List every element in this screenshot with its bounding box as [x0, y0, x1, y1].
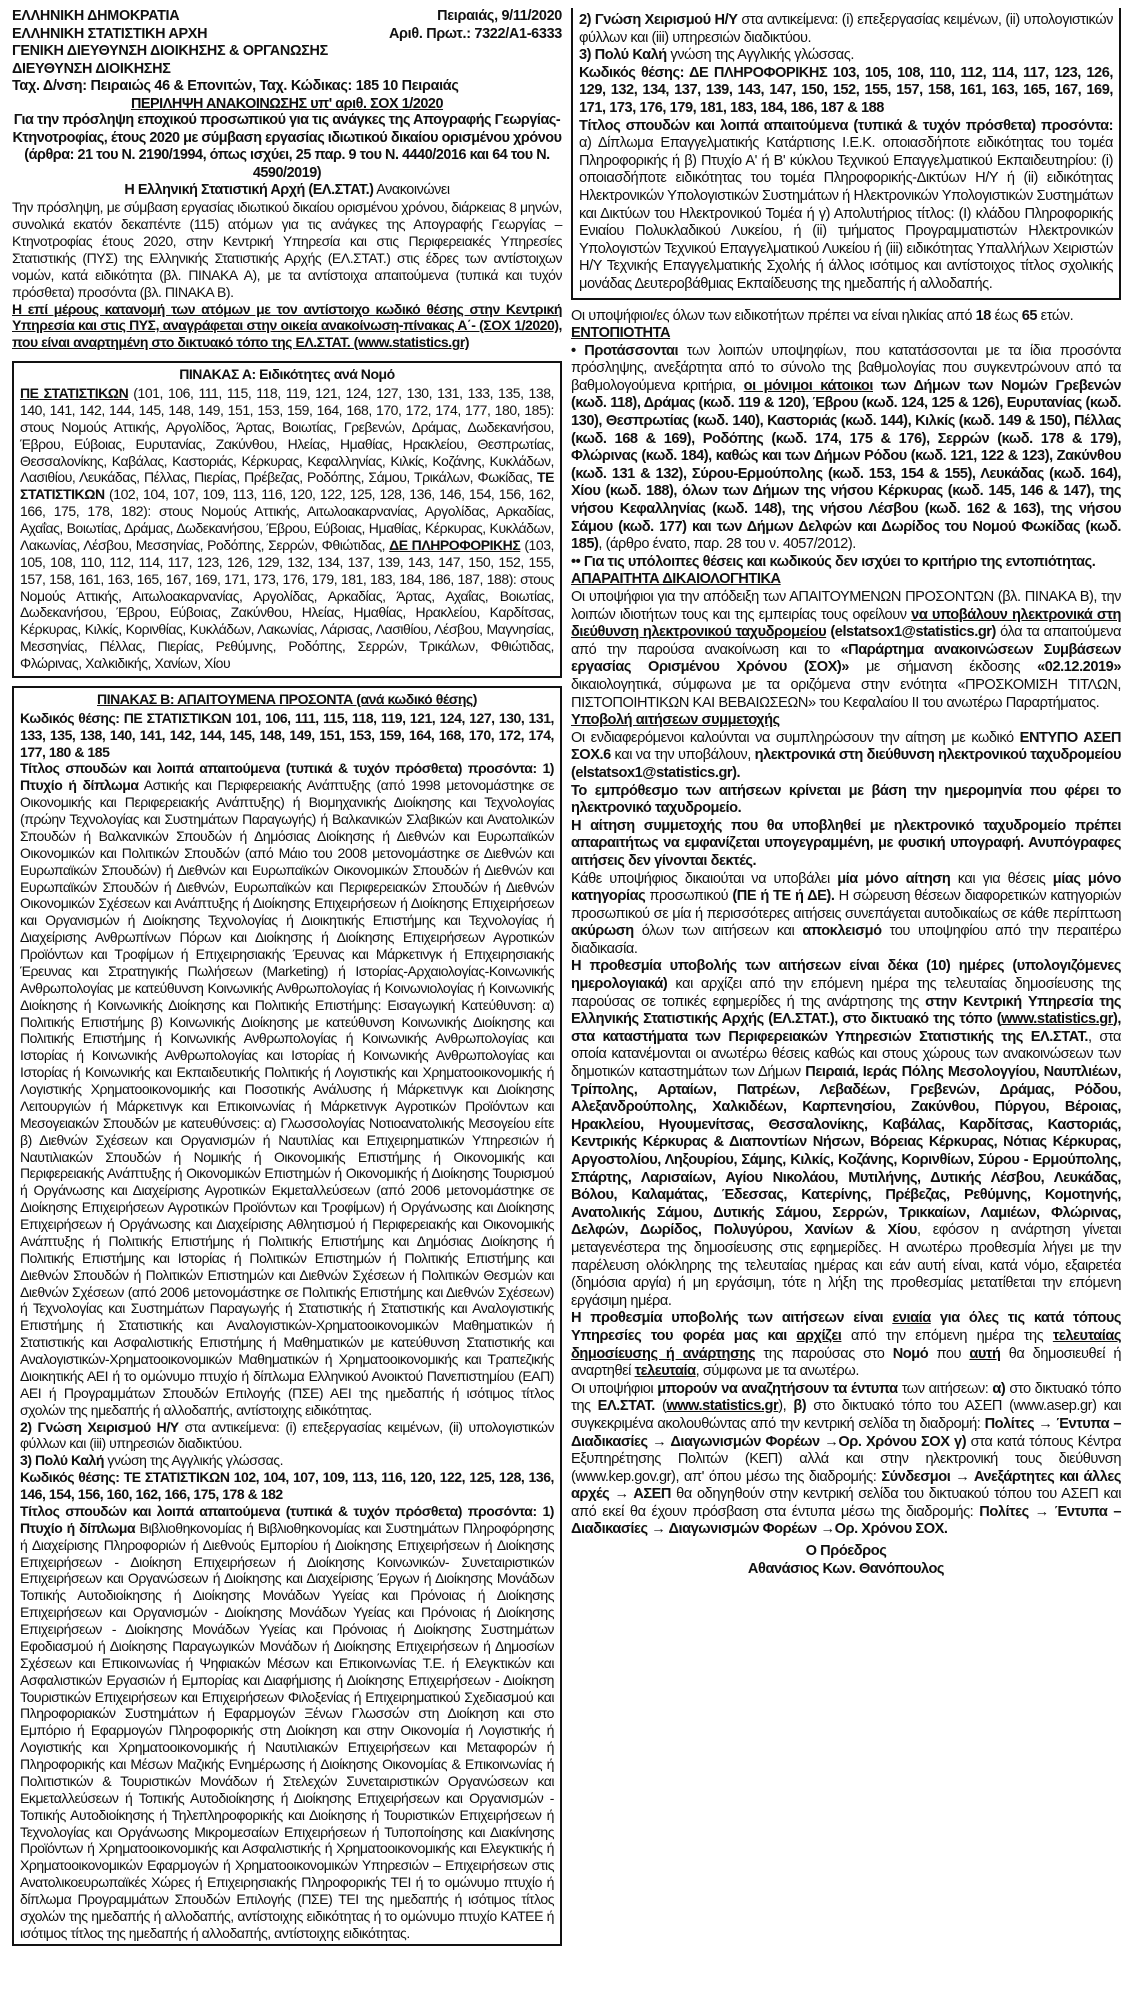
application-form-paragraph: [571, 730, 1121, 783]
app-p6-a: Η προθεσμία υποβολής των αιτήσεων είναι: [571, 1310, 893, 1327]
app-p6-g: της παρούσας στο: [755, 1345, 893, 1362]
app-p7-o: θα οδηγηθούν στην κεντρική σελίδα του δικτυακού τόπου του ΑΣΕΠ και από εκεί θα έχουν πρόσβαση στα έντυπα μέσω της διαδρομής:: [571, 1486, 1122, 1520]
app-p5-g: Πειραιά, Ιεράς Πόλης Μεσολογγίου, Ναυπλιέων, Τρίπολης, Αρταίων, Πατρέων, Λεβαδέων, Γρεβενών, Δράμας, Ρόδου, Αλεξανδρούπολης, Χαλκιδέων, Καρπενησίου, Ζακύνθου, Πύργου, Βέροιας, Ηρακλείου, Ηγουμενίτσας, Θεσσαλονίκης, Καβάλας, Καρδίτσας, Καστοριάς, Κεντρικής Κέρκυρας & Διαποντίων Νήσων, Βόρειας Κέρκυρας, Νότιας Κέρκυρας, Αργοστολίου, Ληξουρίου, Σάμης, Κιλκίς, Κοζάνης, Κορινθίων, Σύρου - Ερμούπολης, Σπάρτης, Λαρισαίων, Αγίου Νικολάου, Μυτιλήνης, Δυτικής Λέσβου, Λευκάδας, Βόλου, Καλαμάτας, Έδεσσας, Κατερίνης, Πρέβεζας, Ρεθύμνης, Κομοτηνής, Ανατολικής Σάμου, Δυτικής Σάμου, Σερρών, Τρικκαίων, Λαμιέων, Φλώρινας, Δελφών, Δωρίδος, Πολυγύρου, Χανίων & Χίου: [571, 1064, 1122, 1239]
app-p7-d: α): [992, 1380, 1006, 1397]
app-p6-d: αρχίζει: [796, 1327, 842, 1344]
code-pe-heading: Κωδικός θέσης: ΠΕ ΣΤΑΤΙΣΤΙΚΩΝ 101, 106, 111, 115, 118, 119, 121, 124, 127, 130, 131, 133, 135, 138, 140, 141, 142, 144, 145, 148, 149, 151, 153, 159, 164, 168, 170, 172, 174, 177, 180 & 185: [20, 709, 554, 760]
english-te: [579, 47, 1113, 65]
app-p7-n: Σύνδεσμοι → Ανεξάρτητες και άλλες αρχές → ΑΣΕΠ: [571, 1468, 1121, 1503]
te-statistics-label: ΤΕ ΣΤΑΤΙΣΤΙΚΩΝ: [20, 469, 554, 503]
pc-skills-te: [579, 12, 1113, 47]
authority-verb: Ανακοινώνει: [373, 182, 450, 199]
age-requirement: [571, 308, 1121, 326]
locality-law: , (άρθρο ένατο, παρ. 28 του ν. 4057/2012).: [598, 536, 856, 553]
code-te-heading: Κωδικός θέσης: ΤΕ ΣΤΑΤΙΣΤΙΚΩΝ 102, 104, 107, 109, 113, 116, 120, 122, 125, 128, 136, 146, 154, 156, 160, 162, 166, 175, 178 & 182: [20, 1469, 554, 1502]
intro-paragraph: Την πρόσληψη, με σύμβαση εργασίας ιδιωτικού δικαίου ορισμένου χρόνου, διάρκειας 8 μηνών, συνολικά εκατόν δεκαπέντε (115) ατόμων για τις ανάγκες της Απογραφής Γεωργίας – Κτηνοτροφίας έτους 2020, στην Κεντρική Υπηρεσία και στις Περιφερειακές Υπηρεσίες Στατιστικής (ΠΥΣ) της Ελληνικής Στατιστικής Αρχής (ΕΛ.ΣΤΑΤ.) στις έδρες των αντίστοιχων νομών, κατά ειδικότητα (βλ. ΠΙΝΑΚΑ Α), με τα αντίστοιχα απαιτούμενα (τυπικά και τυχόν πρόσθετα) προσόντα (βλ. ΠΙΝΑΚΑ Β).: [12, 199, 562, 300]
application-single-rule: [571, 871, 1121, 959]
pc-skills-te-label: 2) Γνώση Χειρισμού Η/Υ: [579, 12, 738, 28]
header-row-2: [12, 26, 562, 44]
qualifications-pe-text: Αστικής και Περιφερειακής Ανάπτυξης (από 1998 μετονομάστηκε σε Οικονομικής και Περιφερειακής Ανάπτυξης) ή Βιομηχανικής Διοίκησης και Τεχνολογίας (πρώην Τεχνολογίας και Συστημάτων Παραγωγής) ή Βαλκανικών Σλαβικών και Ανατολικών Σπουδών ή Βαλκανικών Σπουδών ή Δημόσιας Διοίκησης ή Διεθνών και Ευρωπαϊκών Οικονομικών και Πολιτικών Σπουδών (από Μάιο του 2008 μετονομάστηκε σε Διεθνών και Ευρωπαϊκών Σπουδών) ή Διεθνών και Ευρωπαϊκών Οικονομικών Σπουδών ή Διεθνών και Ευρωπαϊκών Σπουδών ή Διεθνών, Ευρωπαϊκών και Περιφερειακών Σπουδών ή Διεθνών Οικονομικών Σχέσεων και Ανάπτυξης ή Διοίκησης Επιχειρήσεων ή Διοίκησης Επιχειρήσεων και Οργανισμών ή Διοίκησης Τεχνολογίας ή Διοικητικής Επιστήμης και Τεχνολογίας ή Διαχείρισης Ανθρωπίνων Πόρων και Διοίκησης ή Διοίκησης Επιχειρήσεων Αγροτικών Προϊόντων και Τροφίμων ή Επιχειρησιακής Έρευνας και Μάρκετινγκ ή Επιχειρησιακής Έρευνας και Στρατηγικής Πωλήσεων (Marketing) ή Ιστορίας-Αρχαιολογίας-Κοινωνικής Ανθρωπολογίας με κατεύθυνση Κοινωνικής Ανθρωπολογίας ή Κοινωνιολογίας ή Κοινωνικής Διοίκησης ή Κοινωνικής Διοίκησης και Πολιτικής Επιστήμης: Εισαγωγική Κατεύθυνση: α) Πολιτικής Επιστήμης β) Κοινωνικής Διοίκησης με κατεύθυνση Κοινωνικής Διοίκησης και Πολιτικής Επιστήμης ή Κοινωνικής Ανθρωπολογίας ή Κοινωνικής Ανθρωπολογίας και Ιστορίας ή Κοινωνικής Ανθρωπολογίας και Ιστορίας ή Κοινωνικής Ανθρωπολογίας και Ιστορίας ή Κοινωνικής και Εκπαιδευτικής Πολιτικής ή Λογιστικής και Χρηματοοικονομικής ή Λογιστικής Χρηματοοικονομικής και Ποσοτικής Ανάλυσης ή Μάρκετινγκ και Διοίκησης Λειτουργιών ή Μάρκετινγκ και Επικοινωνίας ή Μάρκετινγκ Αγροτικών Προϊόντων και Μεσογειακών Σπουδών με κατευθύνσεις: α) Γλωσσολογίας Νοτιοανατολικής Μεσογείου είτε β) Διεθνών Σχέσεων και Οργανισμών ή Ναυτιλίας και Επιχειρηματικών Υπηρεσιών ή Ναυτιλιακών Σπουδών ή Νομικής ή Οικονομικής Επιστήμης ή Οικονομικής και Περιφερειακής Ανάπτυξης ή Οικονομικών Επιστημών ή Οικονομικής ή Διοίκησης Τουρισμού ή Οργάνωσης και Διαχείρισης Αγροτικών Εκμεταλλεύσεων (από 2006 μετονομάστηκε σε Διοίκησης Επιχειρήσεων Αγροτικών Προϊόντων και Τροφίμων) ή Οργάνωσης και Διοίκησης Επιχειρήσεων ή Οργάνωσης και Διαχείρισης Αθλητισμού ή Περιφερειακής και Οικονομικής Ανάπτυξης ή Πολιτικής Επιστήμης ή Πολιτικής Επιστήμης και Δημόσιας Διοίκησης ή Πολιτικής Επιστήμης και Ιστορίας ή Πολιτικών Επιστημών ή Πολιτικής Επιστήμης και Διεθνών Σπουδών ή Πολιτικών Επιστημών και Διεθνών Σχέσεων ή Πολιτικών Θεσμών και Διεθνών Σχέσεων (από 2006 μετονομάστηκε σε Πολιτικής Επιστήμης και Διεθνών Σχέσεων) ή Τεχνολογίας και Συστημάτων Παραγωγής ή Στατιστικής ή Στατιστικής και Αναλογιστικής Επιστήμης ή Στατιστικής και Αναλογιστικών-Χρηματοοικονομικών Μαθηματικών ή Στατιστικής και Ασφαλιστικής Επιστήμης ή Μαθηματικών με κατεύθυνση Στατιστικής και Αναλογιστικών-Χρηματοοικονομικών Μαθηματικών ή Χρηματοοικονομικής και Τραπεζικής Διοικητικής ΑΕΙ ή το ομώνυμο πτυχίο ή δίπλωμα Ελληνικού Ανοικτού Πανεπιστημίου (ΕΑΠ) ΑΕΙ ή Προγραμμάτων Σπουδών Επιλογής (ΠΣΕ) ΑΕΙ της ημεδαπής ή ισότιμος τίτλος σχολών της ημεδαπής ή αλλοδαπής, αντίστοιχης ειδικότητας.: [20, 777, 554, 1418]
app-p6-b: ενιαία: [892, 1310, 931, 1327]
app-p6-k: θα δημοσιευθεί ή αναρτηθεί: [571, 1345, 1121, 1380]
english-pe: [20, 1452, 554, 1469]
app-p7-e: στο δικτυακό τόπο της: [571, 1380, 1121, 1415]
locality-heading: ΕΝΤΟΠΙΟΤΗΤΑ: [571, 325, 671, 342]
app-p1-c: και να την υποβάλουν,: [610, 747, 755, 764]
qualifications-te-head: Τίτλος σπουδών και λοιπά απαιτούμενα (τυπικά & τυχόν πρόσθετα) προσόντα: 1) Πτυχίο ή δίπλωμα: [20, 1502, 554, 1536]
pc-skills-pe-label: 2) Γνώση Χειρισμού Η/Υ: [20, 1418, 179, 1435]
app-p6-c: για όλες τις κατά τόπους Υπηρεσίες του φορέα μας και: [571, 1310, 1121, 1344]
locality-municipalities: των Δήμων των Νομών Γρεβενών (κωδ. 118), Δράμας (κωδ. 119 & 120), Έβρου (κωδ. 124, 125 & 126), Ευρυτανίας (κωδ. 130), Θεσπρωτίας (κωδ. 140), Καστοριάς (κωδ. 144), Κιλκίς (κωδ. 149 & 150), Πέλλας (κωδ. 168 & 169), Ροδόπης (κωδ. 174, 175 & 176), Σερρών (κωδ. 178 & 179), Φλώρινας (κωδ. 184), καθώς και των Δήμων Ρόδου (κωδ. 121, 122 & 123), Ζακύνθου (κωδ. 131 & 132), Σύρου-Ερμούπολης (κωδ. 153, 154 & 155), Λευκάδας (κωδ. 164), Χίου (κωδ. 188), όλων των Δήμων της νήσου Κέρκυρας (κωδ. 145, 146 & 147), της νήσου Κεφαλληνίας (κωδ. 148), της νήσου Λέσβου (κωδ. 162 & 163), της νήσου Σάμου (κωδ. 177) και των Δήμων Δελφών και Δωρίδος του Νομού Φωκίδας (κωδ. 185): [571, 377, 1121, 553]
documents-annex-date: «02.12.2019»: [1037, 659, 1122, 676]
app-p5-h: , εφόσον η ανάρτηση γίνεται μεταγενέστερα της δημοσίευσης στις εφημερίδες. Η ανωτέρω προθεσμία λήγει με την παρέλευση ολόκληρης της τελευταίας ημέρας και εάν αυτή είναι, κατά νόμο, εξαιρετέα (δημόσια αργία) ή μη εργάσιμη, τότε η λήξη της προθεσμίας μετατίθεται την επόμενη εργάσιμη ημέρα.: [571, 1222, 1121, 1309]
english-pe-text: γνώση της Αγγλικής γλώσσας.: [103, 1452, 284, 1469]
documents-email: (elstatsox1@statistics.gr): [826, 624, 996, 641]
pc-skills-te-text: στα αντικείμενα: (i) επεξεργασίας κειμένων, (ii) υπολογιστικών φύλλων και (iii) υπηρεσιών διαδικτύου.: [579, 12, 1113, 46]
app-p6-h: Νομό: [892, 1345, 929, 1362]
english-te-label: 3) Πολύ Καλή: [579, 47, 667, 64]
code-de-heading: Κωδικός θέσης: ΔΕ ΠΛΗΡΟΦΟΡΙΚΗΣ 103, 105, 108, 110, 112, 114, 117, 123, 126, 129, 132, 134, 137, 139, 143, 147, 150, 152, 155, 157, 158, 161, 163, 165, 167, 169, 171, 173, 176, 179, 181, 183, 184, 186, 187 & 188: [579, 64, 1113, 116]
org-authority: ΕΛΛΗΝΙΚΗ ΣΤΑΤΙΣΤΙΚΗ ΑΡΧΗ: [12, 25, 208, 42]
age-to: 65: [1021, 307, 1038, 324]
app-p5-f: , στα οποία κατανέμονται οι ανωτέρω θέσεις καθώς και στους χώρους των ανακοινώσεων των δημοτικών καταστημάτων των Δήμων: [571, 1028, 1122, 1081]
distribution-note: Η επί μέρους κατανομή των ατόμων με τον αντίστοιχο κωδικό θέσης στην Κεντρική Υπηρεσία και στις ΠΥΣ, αναγράφεται στην οικεία ανακοίνωση-πίνακας Α΄- (ΣΟΧ 1/2020), που είναι αναρτημένη στο δικτυακό τόπο της ΕΛ.ΣΤΑΤ. (www.statistics.gr): [12, 300, 562, 351]
documents-c: όλα τα απαιτούμενα από την παρούσα ανακοίνωση και το: [571, 624, 1121, 658]
signature-name: Αθανάσιος Κων. Θανόπουλος: [747, 1560, 945, 1577]
org-address: Ταχ. Δ/νση: Πειραιώς 46 & Επονιτών, Ταχ. Κώδικας: 185 10 Πειραιάς: [12, 78, 459, 94]
signature-block: [571, 1543, 1121, 1578]
app-p7-f: ΕΛ.ΣΤΑΤ.: [597, 1398, 655, 1415]
place-date: Πειραιάς, 9/11/2020: [437, 8, 562, 24]
qualifications-te-text: Βιβλιοθηκονομίας ή Βιβλιοθηκονομίας και Συστημάτων Πληροφόρησης ή Διαχείρισης Πληροφοριών ή Διεθνούς Εμπορίου ή Διοίκησης Επιχειρήσεων ή Διοίκησης Επιχειρήσεων - Διοίκηση Επιχειρήσεων ή Διοίκησης Κοινωνικών- Συνεταιριστικών Επιχειρήσεων και Οργανώσεων ή Διοίκησης και Διαχείρισης Έργων ή Διοίκησης Μονάδων Τοπικής Αυτοδιοίκησης ή Διοίκησης Μονάδων Υγείας και Πρόνοιας ή Διοίκησης Επιχειρήσεων και Οργανισμών - Διοίκησης Μονάδων Υγείας και Πρόνοιας ή Διοίκησης Επιχειρήσεων - Διοίκησης Μονάδων Υγείας και Πρόνοιας ή Διοίκησης Συστημάτων Εφοδιασμού ή Διοίκησης Παραγωγικών Μονάδων ή Διοίκησης Επιχειρήσεων ή Δημοσίων Σχέσεων και Επικοινωνίας ή Ψηφιακών Μέσων και Επικοινωνίας Τ.Ε. ή Ελεγκτικών και Ασφαλιστικών Εργασιών ή Εμπορίας και Διαφήμισης ή Διοίκησης Επιχειρήσεων - Διοίκηση Τουριστικών Επιχειρήσεων και Επιχειρήσεων Φιλοξενίας ή Επιχειρηματικού Σχεδιασμού και Πληροφοριακών Συστημάτων ή Εφαρμογών Ξένων Γλωσσών στη Διοίκηση και στο Εμπόριο ή Εφαρμογών Πληροφορικής στη Διοίκηση και στην Οικονομία ή Λογιστικής ή Λογιστικής και Χρηματοοικονομικής ή Ναυτιλιακών Επιχειρήσεων και Μεταφορών ή Πληροφορικής και Μέσων Μαζικής Ενημέρωσης ή Διοίκησης Οικονομίας & Επικοινωνίας ή Πολιτιστικών & Τουριστικών Μονάδων ή Στελεχών Συνεταιριστικών Οργανώσεων και Εκμεταλλεύσεων ή Τοπικής Αυτοδιοίκησης ή Διοίκησης Επιχειρήσεων και Οργανισμών - Τοπικής Αυτοδιοίκησης ή Τηλεπληροφορικής και Διοίκησης ή Τουριστικών Επιχειρήσεων ή Τεχνολογίας και Οργάνωσης Μικρομεσαίων Επιχειρήσεων ή Τυποποίησης και Διακίνησης Προϊόντων ή Χρηματοοικονομικής και Ασφαλιστικής ή Χρηματοοικονομικής και Ελεγκτικής ή Χρηματοοικονομικών Εφαρμογών ή Χρηματοοικονομικών Υπηρεσιών – Επιχειρήσεων στις Ανατολικοευρωπαϊκές Χώρες ή Επιχειρησιακής Πληροφορικής ΤΕΙ ή το ομώνυμο πτυχίο ή δίπλωμα Προγραμμάτων Σπουδών Επιλογής (ΠΣΕ) ΤΕΙ της ημεδαπής ή ισότιμος τίτλος σχολών της ημεδαπής ή αλλοδαπής, αντίστοιχης ειδικότητας ή το ομώνυμο πτυχίο ΚΑΤΕΕ ή ισότιμος τίτλος της ημεδαπής ή αλλοδαπής, αντίστοιχης ειδικότητας.: [20, 1519, 554, 1941]
app-p7-m: στα κατά τόπους Κέντρα Εξυπηρέτησης Πολιτών (ΚΕΠ) αλλά και στην ηλεκτρονική τους διεύθυνση (www.kep.gov.gr), απ' όπου μέσω της διαδρομής:: [571, 1433, 1121, 1485]
app-p6-l: τελευταία: [634, 1363, 696, 1380]
authority-line: [12, 182, 562, 199]
table-b-title: ΠΙΝΑΚΑΣ Β: ΑΠΑΙΤΟΥΜΕΝΑ ΠΡΟΣΟΝΤΑ (ανά κωδικό θέσης): [97, 690, 477, 707]
app-p7-h: www.statistics.gr: [666, 1398, 779, 1415]
documents-heading: ΑΠΑΡΑΙΤΗΤΑ ΔΙΚΑΙΟΛΟΓΗΤΙΚΑ: [571, 571, 781, 588]
org-directorate: ΔΙΕΥΘΥΝΣΗ ΔΙΟΙΚΗΣΗΣ: [12, 60, 171, 77]
protocol-number: Αριθ. Πρωτ.: 7322/Α1-6333: [388, 25, 562, 42]
qualifications-de: [579, 118, 1113, 294]
app-p4-d: μίας μόνο κατηγορίας: [571, 870, 1121, 905]
app-email: ηλεκτρονικά στη διεύθυνση ηλεκτρονικού ταχυδρομείου (elstatsox1@statistics.gr).: [571, 747, 1121, 781]
application-timeliness: Το εμπρόθεσμο των αιτήσεων κρίνεται με βάση την ημερομηνία που φέρει το ηλεκτρονικό ταχυδρομείο.: [571, 782, 1121, 817]
announcement-subtitle: Για την πρόσληψη εποχικού προσωπικού για τις ανάγκες της Απογραφής Γεωργίας-Κτηνοτροφίας, έτους 2020 με σύμβαση εργασίας ιδιωτικού δικαίου ορισμένου χρόνου (άρθρα: 21 του Ν. 2190/1994, όπως ισχύει, 25 παρ. 9 του Ν. 4440/2016 και 64 του Ν. 4590/2019): [12, 112, 562, 181]
app-p4-i: όλων των αιτήσεων και: [633, 923, 803, 940]
age-mid: έως: [990, 307, 1022, 324]
application-uniform-deadline: [571, 1310, 1121, 1380]
app-p5-e: ), στα καταστήματα των Περιφερειακών Υπηρεσιών Στατιστικής της ΕΛ.ΣΤΑΤ.: [571, 1011, 1121, 1045]
app-p6-e: από την επόμενη ημέρα της: [841, 1327, 1053, 1344]
table-a-box: [12, 361, 562, 678]
locality-exception: •• Για τις υπόλοιπες θέσεις και κωδικούς δεν ισχύει το κριτήριο της εντοπιότητας.: [571, 553, 1096, 570]
english-pe-label: 3) Πολύ Καλή: [20, 1452, 104, 1469]
app-p5-b: και αρχίζει από την επόμενη ημέρα της τελευταίας δημοσίευσης της παρούσας σε τοπικές εφημερίδες ή της ανάρτησης της: [571, 976, 1121, 1010]
locality-bullet: • Προτάσσονται: [571, 342, 679, 359]
english-te-text: γνώση της Αγγλικής γλώσσας.: [666, 47, 854, 64]
document-header: [12, 8, 562, 96]
te-statistics-text: (102, 104, 107, 109, 113, 116, 120, 122, 125, 128, 136, 146, 154, 156, 162, 166, 175, 178, 182): στους Νομούς Αττικής, Αιτωλοακαρνανίας, Αργολίδας, Αρκαδίας, Αχαΐας, Βοιωτίας, Δράμας, Δωδεκανήσου, Έβρου, Εύβοιας, Ημαθίας, Κέρκυρας, Κυκλάδων, Λακωνίας, Λέσβου, Μεσσηνίας, Ροδόπης, Σερρών, Φθιώτιδας,: [20, 486, 554, 553]
pe-statistics-text: (101, 106, 111, 115, 118, 119, 121, 124, 127, 130, 131, 133, 135, 138, 140, 141, 142, 144, 145, 148, 149, 151, 153, 159, 164, 168, 170, 172, 174, 177, 180, 185): στους Νομούς Αττικής, Αργολίδος, Άρτας, Βοιωτίας, Γρεβενών, Δράμας, Δωδεκανήσου, Έβρου, Εύβοιας, Ευρυτανίας, Ζακύνθου, Ηλείας, Ημαθίας, Ηρακλείου, Θεσπρωτίας, Θεσσαλονίκης, Καβάλας, Καστοριάς, Κέρκυρας, Κεφαλληνίας, Κιλκίς, Κοζάνης, Κυκλάδων, Λασιθίου, Λευκάδας, Πέλλας, Πιερίας, Πρέβεζας, Ροδόπης, Σάμου, Τρικάλων, Φωκίδας,: [20, 385, 554, 486]
app-p7-a: Οι υποψήφιοι: [571, 1380, 658, 1397]
qualifications-de-text: α) Δίπλωμα Επαγγελματικής Κατάρτισης Ι.Ε.Κ. οποιασδήποτε ειδικότητας του τομέα Πληροφορικής ή β) Πτυχίο Α' ή Β' κύκλου Τεχνικού Επαγγελματικού Εκπαιδευτηρίου: (i) οποιασδήποτε ειδικότητας του τομέα Πληροφορικής-Δικτύων Η/Υ ή (ii) ειδικότητας Ηλεκτρονικών Υπολογιστικών Συστημάτων ή Ηλεκτρονικών Υπολογιστικών Συστημάτων και Δικτύων του Ηλεκτρονικού Τομέα ή γ) Απολυτήριος τίτλος: (Ι) κλάδου Πληροφορικής Ενιαίου Πολυκλαδικού Λυκείου, ή (ii) τμήματος Προγραμματιστών Ηλεκτρονικών Υπολογιστών Τεχνικού Επαγγελματικού Λυκείου ή (iii) ειδικότητας Υπαλλήλων Χειριστών Η/Υ Τεχνικής Επαγγελματικής Σχολής ή άλλος ισότιμος και αντίστοιχος τίτλος σχολικής μονάδας Δευτεροβάθμιας Εκπαίδευσης της ημεδαπής ή αλλοδαπής.: [579, 135, 1113, 292]
app-p4-k: του υποψηφίου από την περαιτέρω διαδικασία.: [571, 923, 1122, 957]
application-deadline: [571, 958, 1121, 1310]
qualifications-te: [20, 1503, 554, 1942]
org-general-directorate: ΓΕΝΙΚΗ ΔΙΕΥΘΥΝΣΗ ΔΙΟΙΚΗΣΗΣ & ΟΡΓΑΝΩΣΗΣ: [12, 43, 328, 59]
app-p7-c: των αιτήσεων:: [897, 1380, 993, 1397]
app-p7-k: στο δικτυακό τόπο του ΑΣΕΠ (www.asep.gr) και συγκεκριμένα ακολουθώντας από την κεντρική σελίδα τη διαδρομή:: [571, 1398, 1122, 1432]
table-b-continued: [571, 8, 1121, 300]
app-p6-i: που: [928, 1345, 970, 1362]
pe-statistics-label: ΠΕ ΣΤΑΤΙΣΤΙΚΩΝ: [20, 385, 129, 401]
app-p4-b: μία μόνο αίτηση: [837, 870, 951, 887]
app-p4-g: Η σώρευση θέσεων διαφορετικών κατηγοριών προσωπικού σε μία ή περισσότερες αιτήσεις συνεπάγεται αυτοδικαίως σε κάθε περίπτωση: [571, 888, 1121, 922]
age-from: 18: [975, 307, 991, 324]
de-informatics-label: ΔΕ ΠΛΗΡΟΦΟΡΙΚΗΣ: [389, 536, 521, 553]
app-p4-h: ακύρωση: [571, 923, 634, 940]
app-p6-m: , σύμφωνα με τα ανωτέρω.: [695, 1363, 859, 1380]
app-p4-c: και για θέσεις: [950, 870, 1053, 887]
app-p7-j: β): [793, 1398, 807, 1415]
documents-g: δικαιολογητικά, σύμφωνα με τα οριζόμενα στην ενότητα «ΠΡΟΣΚΟΜΙΣΗ ΤΙΤΛΩΝ, ΠΙΣΤΟΠΟΙΗΤΙΚΩΝ ΚΑΙ ΒΕΒΑΙΩΣΕΩΝ» του Κεφαλαίου ΙΙ του ανωτέρω Παραρτήματος.: [571, 676, 1121, 711]
qualifications-pe-head: Τίτλος σπουδών και λοιπά απαιτούμενα (τυπικά & τυχόν πρόσθετα) προσόντα: 1) Πτυχίο ή δίπλωμα: [20, 760, 554, 794]
app-p7-p: Πολίτες → Έντυπα – Διαδικασίες → Διαγωνισμών Φορέων →Ορ. Χρόνου ΣΟΧ.: [571, 1503, 1121, 1538]
app-p6-f: τελευταίας δημοσίευσης ή ανάρτησης: [571, 1327, 1122, 1362]
app-p4-f: (ΠΕ ή ΤΕ ή ΔΕ).: [732, 888, 835, 905]
documents-email-instruction: να υποβάλουν ηλεκτρονικά στη διεύθυνση ηλεκτρονικού ταχυδρομείου: [571, 606, 1121, 641]
locality-paragraph: [571, 343, 1121, 554]
app-p7-g: (: [654, 1398, 667, 1415]
header-row-1: [12, 8, 562, 26]
announcement-title: ΠΕΡΙΛΗΨΗ ΑΝΑΚΟΙΝΩΣΗΣ υπ' αριθ. ΣΟΧ 1/2020: [130, 95, 444, 112]
app-p5-a: Η προθεσμία υποβολής των αιτήσεων είναι δέκα (10) ημέρες (υπολογιζόμενες ημερολογιακά): [571, 958, 1121, 993]
app-p5-d: www.statistics.gr: [1001, 1011, 1113, 1028]
qualifications-pe: [20, 760, 554, 1418]
authority-name: Η Ελληνική Στατιστική Αρχή (ΕΛ.ΣΤΑΤ.): [124, 182, 374, 199]
app-p4-j: αποκλεισμό: [802, 923, 882, 940]
application-heading: Υποβολή αιτήσεων συμμετοχής: [571, 712, 780, 729]
app-p7-l: Πολίτες → Έντυπα – Διαδικασίες → Διαγωνισμών Φορέων →Ορ. Χρόνου ΣΟΧ γ): [571, 1415, 1121, 1450]
age-pre: Οι υποψήφιοι/ες όλων των ειδικοτήτων πρέπει να είναι ηλικίας από: [571, 307, 976, 324]
app-p4-a: Κάθε υποψήφιος δικαιούται να υποβάλει: [571, 870, 838, 887]
signature-role: Ο Πρόεδρος: [805, 1543, 887, 1560]
application-forms-sources: [571, 1381, 1121, 1539]
qualifications-de-head: Τίτλος σπουδών και λοιπά απαιτούμενα (τυπικά & τυχόν πρόσθετα) προσόντα:: [579, 117, 1113, 134]
documents-annex: «Παράρτημα ανακοινώσεων Συμβάσεων εργασίας Ορισμένου Χρόνου (ΣΟΧ)»: [571, 641, 1122, 676]
app-p7-b: μπορούν να αναζητήσουν τα έντυπα: [657, 1380, 898, 1397]
age-post: ετών.: [1037, 307, 1074, 324]
application-signature-rule: Η αίτηση συμμετοχής που θα υποβληθεί με ηλεκτρονικό ταχυδρομείο πρέπει απαραιτήτως να εμφανίζεται υπογεγραμμένη, με φυσική υπογραφή. Ανυπόγραφες αιτήσεις δεν γίνονται δεκτές.: [571, 817, 1121, 869]
locality-text-a: των λοιπών υποψηφίων, που κατατάσσονται με τα ίδια προσόντα πρόσληψης, ανεξάρτητα από το σύνολο της βαθμολογίας που συγκεντρώνουν από τα βαθμολογούμενα κριτήρια,: [571, 342, 1121, 394]
pc-skills-pe: [20, 1419, 554, 1453]
app-p7-i: ),: [778, 1398, 794, 1415]
documents-a: Οι υποψήφιοι για την απόδειξη των ΑΠΑΙΤΟΥΜΕΝΩΝ ΠΡΟΣΟΝΤΩΝ (βλ. ΠΙΝΑΚΑ Β), την λοιπών ιδιοτήτων τους και της εμπειρίας τους οφείλουν: [571, 589, 1121, 623]
app-form-code: ΕΝΤΥΠΟ ΑΣΕΠ ΣΟΧ.6: [571, 729, 1121, 764]
documents-paragraph: [571, 589, 1121, 712]
left-column: [12, 8, 562, 1954]
table-b-box: [12, 686, 562, 1946]
app-p4-e: προσωπικού: [645, 888, 733, 905]
locality-residents: οι μόνιμοι κάτοικοι: [743, 377, 873, 394]
de-informatics-text: (103, 105, 108, 110, 112, 114, 117, 123, 126, 129, 132, 134, 137, 139, 143, 147, 150, 152, 155, 157, 158, 161, 163, 165, 167, 169, 171, 173, 176, 179, 181, 183, 184, 186, 187, 188): στους Νομούς Αττικής, Αιτωλοακαρνανίας, Αργολίδας, Αρκαδίας, Άρτας, Αχαΐας, Βοιωτίας, Δωδεκανήσου, Έβρου, Εύβοιας, Ζακύνθου, Ηλείας, Ημαθίας, Ηρακλείου, Καρδίτσας, Κέρκυρας, Κιλκίς, Κορινθίας, Κυκλάδων, Λακωνίας, Λάρισας, Λασιθίου, Λέσβου, Μαγνησίας, Μεσσηνίας, Πέλλας, Πιερίας, Ρεθύμνης, Ροδόπης, Σερρών, Τρικάλων, Φθιώτιδας, Φλώρινας, Χαλκιδικής, Χανίων, Χίου: [20, 536, 554, 671]
app-p1-a: Οι ενδιαφερόμενοι καλούνται να συμπληρώσουν την αίτηση με κωδικό: [571, 729, 1020, 746]
right-column: [571, 8, 1121, 1578]
pc-skills-pe-text: στα αντικείμενα: (i) επεξεργασίας κειμένων, (ii) υπολογιστικών φύλλων και (iii) υπηρεσιών διαδικτύου.: [20, 1418, 554, 1452]
app-p5-c: στην Κεντρική Υπηρεσία της Ελληνικής Στατιστικής Αρχής (ΕΛ.ΣΤΑΤ.), στο δικτυακό της τόπο (: [571, 993, 1121, 1028]
documents-e: με σήμανση έκδοσης: [848, 659, 1038, 676]
org-republic: ΕΛΛΗΝΙΚΗ ΔΗΜΟΚΡΑΤΙΑ: [12, 8, 180, 24]
table-a-text: [20, 385, 554, 672]
app-p6-j: αυτή: [969, 1345, 1001, 1362]
table-a-title: ΠΙΝΑΚΑΣ Α: Ειδικότητες ανά Νομό: [179, 366, 395, 383]
